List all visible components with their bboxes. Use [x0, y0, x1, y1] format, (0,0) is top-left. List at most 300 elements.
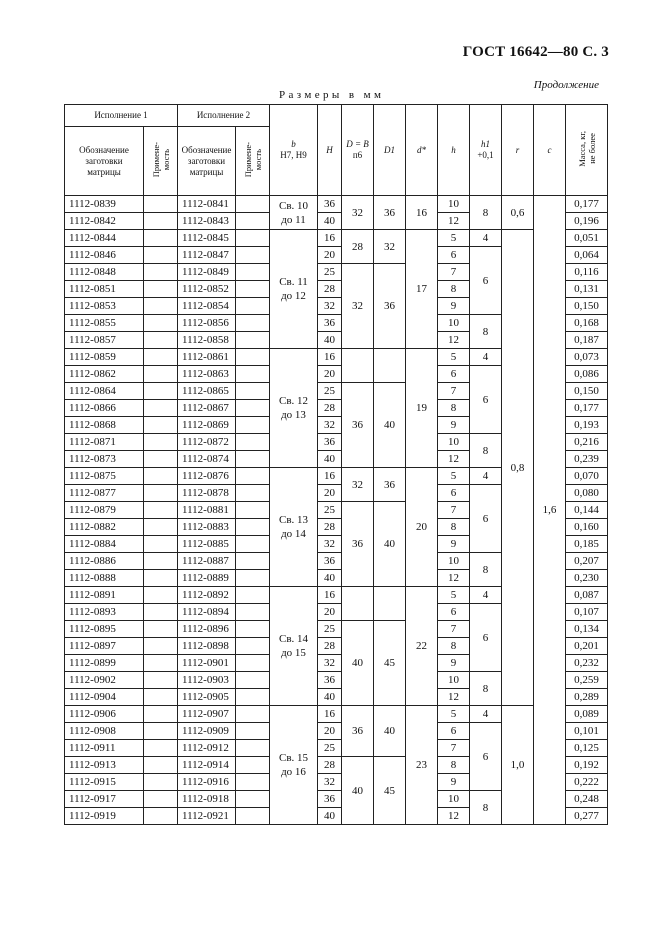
- cell-mass: 0,116: [566, 264, 608, 281]
- applicability-isp2: [236, 400, 270, 417]
- applicability-isp2: [236, 689, 270, 706]
- cell-c: 1,6: [534, 196, 566, 825]
- code-isp2: 1112-0907: [178, 706, 236, 723]
- code-isp2: 1112-0863: [178, 366, 236, 383]
- cell-mass: 0,277: [566, 808, 608, 825]
- applicability-isp1: [144, 519, 178, 536]
- cell-H: 36: [318, 553, 342, 570]
- table-row: [65, 230, 608, 247]
- cell-h: 9: [438, 655, 470, 672]
- cell-H: 32: [318, 774, 342, 791]
- code-isp1: 1112-0917: [65, 791, 144, 808]
- cell-r: 1,0: [502, 706, 534, 825]
- cell-D1: 36: [374, 196, 406, 230]
- applicability-isp1: [144, 417, 178, 434]
- applicability-isp2: [236, 723, 270, 740]
- code-isp1: 1112-0897: [65, 638, 144, 655]
- applicability-isp2: [236, 587, 270, 604]
- header-mass: [566, 105, 608, 196]
- code-isp2: 1112-0889: [178, 570, 236, 587]
- cell-h: 10: [438, 434, 470, 451]
- cell-h1: 8: [470, 196, 502, 230]
- code-isp1: 1112-0875: [65, 468, 144, 485]
- cell-H: 40: [318, 451, 342, 468]
- applicability-isp1: [144, 740, 178, 757]
- code-isp2: 1112-0876: [178, 468, 236, 485]
- applicability-isp2: [236, 213, 270, 230]
- cell-h: 9: [438, 774, 470, 791]
- header-isp2: Исполнение 2: [178, 105, 270, 127]
- applicability-isp1: [144, 791, 178, 808]
- cell-H: 36: [318, 196, 342, 213]
- cell-H: 32: [318, 536, 342, 553]
- cell-d: 20: [406, 468, 438, 587]
- cell-d: 17: [406, 230, 438, 349]
- cell-h: 8: [438, 638, 470, 655]
- code-isp2: 1112-0881: [178, 502, 236, 519]
- cell-h1: 6: [470, 247, 502, 315]
- cell-H: 28: [318, 281, 342, 298]
- code-isp2: 1112-0892: [178, 587, 236, 604]
- cell-mass: 0,239: [566, 451, 608, 468]
- cell-d: 22: [406, 587, 438, 706]
- cell-D: 36: [342, 706, 374, 757]
- cell-d: 16: [406, 196, 438, 230]
- applicability-isp1: [144, 723, 178, 740]
- cell-h: 7: [438, 383, 470, 400]
- header-c: c: [534, 105, 566, 196]
- applicability-isp2: [236, 485, 270, 502]
- cell-mass: 0,107: [566, 604, 608, 621]
- code-isp2: 1112-0912: [178, 740, 236, 757]
- cell-h: 12: [438, 332, 470, 349]
- cell-h1: 8: [470, 434, 502, 468]
- cell-h1: 6: [470, 366, 502, 434]
- cell-mass: 0,177: [566, 400, 608, 417]
- cell-h: 9: [438, 298, 470, 315]
- header-h1-tolerance: +0,1: [477, 150, 494, 160]
- cell-H: 28: [318, 757, 342, 774]
- applicability-isp1: [144, 757, 178, 774]
- cell-b: Св. 13 до 14: [270, 468, 318, 587]
- code-isp2: 1112-0878: [178, 485, 236, 502]
- code-isp1: 1112-0844: [65, 230, 144, 247]
- cell-H: 25: [318, 502, 342, 519]
- applicability-isp2: [236, 366, 270, 383]
- code-isp2: 1112-0905: [178, 689, 236, 706]
- cell-h: 7: [438, 621, 470, 638]
- cell-H: 36: [318, 791, 342, 808]
- cell-h1: 4: [470, 587, 502, 604]
- cell-D1: 36: [374, 468, 406, 502]
- code-isp2: 1112-0869: [178, 417, 236, 434]
- cell-H: 40: [318, 808, 342, 825]
- cell-mass: 0,193: [566, 417, 608, 434]
- cell-h: 6: [438, 723, 470, 740]
- cell-mass: 0,150: [566, 298, 608, 315]
- applicability-isp1: [144, 383, 178, 400]
- applicability-isp2: [236, 417, 270, 434]
- dimensions-table: [64, 104, 608, 825]
- code-isp1: 1112-0893: [65, 604, 144, 621]
- applicability-isp2: [236, 774, 270, 791]
- cell-H: 16: [318, 706, 342, 723]
- code-isp2: 1112-0843: [178, 213, 236, 230]
- cell-H: 25: [318, 621, 342, 638]
- header-oboz1: Обозначение заготовки матрицы: [65, 127, 144, 196]
- applicability-isp1: [144, 468, 178, 485]
- table-row: [65, 196, 608, 213]
- applicability-isp1: [144, 213, 178, 230]
- code-isp2: 1112-0847: [178, 247, 236, 264]
- applicability-isp2: [236, 536, 270, 553]
- cell-h: 7: [438, 502, 470, 519]
- cell-h: 5: [438, 706, 470, 723]
- cell-h1: 8: [470, 315, 502, 349]
- cell-mass: 0,089: [566, 706, 608, 723]
- applicability-isp1: [144, 774, 178, 791]
- cell-H: 16: [318, 230, 342, 247]
- header-d: d*: [406, 105, 438, 196]
- applicability-isp1: [144, 366, 178, 383]
- cell-h: 6: [438, 366, 470, 383]
- applicability-isp2: [236, 468, 270, 485]
- cell-mass: 0,289: [566, 689, 608, 706]
- header-isp1: Исполнение 1: [65, 105, 178, 127]
- table-body: [65, 196, 608, 825]
- cell-h: 12: [438, 570, 470, 587]
- cell-h: 7: [438, 264, 470, 281]
- header-D-symbol: D = B: [346, 139, 369, 149]
- cell-h: 10: [438, 553, 470, 570]
- cell-H: 40: [318, 689, 342, 706]
- cell-mass: 0,144: [566, 502, 608, 519]
- header-prim2: [236, 127, 270, 196]
- applicability-isp2: [236, 757, 270, 774]
- cell-h: 10: [438, 196, 470, 213]
- cell-D: [342, 587, 374, 621]
- cell-mass: 0,222: [566, 774, 608, 791]
- cell-mass: 0,064: [566, 247, 608, 264]
- cell-h: 10: [438, 315, 470, 332]
- applicability-isp2: [236, 706, 270, 723]
- applicability-isp1: [144, 706, 178, 723]
- cell-D: 40: [342, 621, 374, 706]
- code-isp1: 1112-0877: [65, 485, 144, 502]
- code-isp2: 1112-0883: [178, 519, 236, 536]
- code-isp1: 1112-0859: [65, 349, 144, 366]
- applicability-isp1: [144, 485, 178, 502]
- applicability-isp2: [236, 519, 270, 536]
- applicability-isp1: [144, 604, 178, 621]
- code-isp1: 1112-0839: [65, 196, 144, 213]
- cell-H: 36: [318, 434, 342, 451]
- continuation-label: Продолжение: [533, 79, 599, 91]
- code-isp1: 1112-0855: [65, 315, 144, 332]
- cell-mass: 0,207: [566, 553, 608, 570]
- applicability-isp1: [144, 434, 178, 451]
- cell-b: Св. 12 до 13: [270, 349, 318, 468]
- code-isp1: 1112-0879: [65, 502, 144, 519]
- cell-h: 5: [438, 230, 470, 247]
- applicability-isp2: [236, 553, 270, 570]
- cell-D1: 40: [374, 706, 406, 757]
- code-isp1: 1112-0915: [65, 774, 144, 791]
- cell-h: 8: [438, 757, 470, 774]
- applicability-isp1: [144, 315, 178, 332]
- applicability-isp2: [236, 604, 270, 621]
- cell-h1: 8: [470, 672, 502, 706]
- cell-h1: 4: [470, 468, 502, 485]
- applicability-isp2: [236, 196, 270, 213]
- code-isp1: 1112-0908: [65, 723, 144, 740]
- code-isp1: 1112-0853: [65, 298, 144, 315]
- cell-h: 10: [438, 791, 470, 808]
- cell-H: 20: [318, 604, 342, 621]
- applicability-isp1: [144, 587, 178, 604]
- header-D1: D1: [374, 105, 406, 196]
- code-isp1: 1112-0884: [65, 536, 144, 553]
- applicability-isp2: [236, 621, 270, 638]
- applicability-isp1: [144, 247, 178, 264]
- cell-mass: 0,131: [566, 281, 608, 298]
- cell-h: 8: [438, 400, 470, 417]
- code-isp1: 1112-0886: [65, 553, 144, 570]
- cell-H: 20: [318, 247, 342, 264]
- header-prim1-label: Примене- мость: [150, 141, 171, 178]
- cell-H: 40: [318, 213, 342, 230]
- header-D: [342, 105, 374, 196]
- code-isp1: 1112-0902: [65, 672, 144, 689]
- applicability-isp1: [144, 451, 178, 468]
- cell-mass: 0,134: [566, 621, 608, 638]
- cell-mass: 0,070: [566, 468, 608, 485]
- code-isp1: 1112-0846: [65, 247, 144, 264]
- cell-H: 40: [318, 332, 342, 349]
- code-isp1: 1112-0868: [65, 417, 144, 434]
- cell-h: 9: [438, 417, 470, 434]
- code-isp2: 1112-0916: [178, 774, 236, 791]
- applicability-isp1: [144, 230, 178, 247]
- header-h1: [470, 105, 502, 196]
- cell-mass: 0,196: [566, 213, 608, 230]
- code-isp2: 1112-0894: [178, 604, 236, 621]
- header-h: h: [438, 105, 470, 196]
- cell-mass: 0,168: [566, 315, 608, 332]
- header-b-tolerance: Н7, Н9: [280, 150, 307, 160]
- cell-h: 8: [438, 519, 470, 536]
- header-prim1: [144, 127, 178, 196]
- cell-H: 16: [318, 468, 342, 485]
- standard-title: ГОСТ 16642—80 С. 3: [462, 44, 609, 60]
- cell-H: 32: [318, 417, 342, 434]
- cell-D1: [374, 349, 406, 383]
- applicability-isp1: [144, 621, 178, 638]
- applicability-isp1: [144, 553, 178, 570]
- applicability-isp2: [236, 298, 270, 315]
- cell-H: 16: [318, 587, 342, 604]
- cell-d: 23: [406, 706, 438, 825]
- cell-H: 25: [318, 383, 342, 400]
- cell-h1: 4: [470, 349, 502, 366]
- code-isp1: 1112-0913: [65, 757, 144, 774]
- cell-h: 7: [438, 740, 470, 757]
- cell-H: 20: [318, 485, 342, 502]
- cell-D1: 40: [374, 502, 406, 587]
- cell-mass: 0,125: [566, 740, 608, 757]
- code-isp2: 1112-0841: [178, 196, 236, 213]
- applicability-isp2: [236, 349, 270, 366]
- code-isp1: 1112-0873: [65, 451, 144, 468]
- code-isp2: 1112-0854: [178, 298, 236, 315]
- cell-H: 16: [318, 349, 342, 366]
- code-isp2: 1112-0921: [178, 808, 236, 825]
- applicability-isp2: [236, 230, 270, 247]
- code-isp1: 1112-0911: [65, 740, 144, 757]
- cell-D1: 45: [374, 621, 406, 706]
- header-b-symbol: b: [291, 139, 296, 149]
- code-isp1: 1112-0842: [65, 213, 144, 230]
- cell-b: Св. 15 до 16: [270, 706, 318, 825]
- applicability-isp2: [236, 672, 270, 689]
- header-oboz2: Обозначение заготовки матрицы: [178, 127, 236, 196]
- cell-h: 12: [438, 451, 470, 468]
- cell-mass: 0,248: [566, 791, 608, 808]
- cell-b: Св. 14 до 15: [270, 587, 318, 706]
- cell-H: 20: [318, 366, 342, 383]
- applicability-isp1: [144, 332, 178, 349]
- cell-H: 32: [318, 298, 342, 315]
- cell-h: 12: [438, 808, 470, 825]
- cell-mass: 0,259: [566, 672, 608, 689]
- applicability-isp2: [236, 502, 270, 519]
- cell-mass: 0,150: [566, 383, 608, 400]
- applicability-isp1: [144, 264, 178, 281]
- code-isp1: 1112-0891: [65, 587, 144, 604]
- code-isp1: 1112-0919: [65, 808, 144, 825]
- code-isp2: 1112-0898: [178, 638, 236, 655]
- header-h1-symbol: h1: [481, 139, 490, 149]
- code-isp1: 1112-0864: [65, 383, 144, 400]
- applicability-isp1: [144, 638, 178, 655]
- applicability-isp1: [144, 655, 178, 672]
- cell-mass: 0,192: [566, 757, 608, 774]
- code-isp2: 1112-0845: [178, 230, 236, 247]
- cell-h1: 6: [470, 604, 502, 672]
- applicability-isp2: [236, 451, 270, 468]
- cell-mass: 0,101: [566, 723, 608, 740]
- code-isp1: 1112-0848: [65, 264, 144, 281]
- applicability-isp2: [236, 332, 270, 349]
- header-D-tolerance: п6: [352, 150, 363, 160]
- code-isp2: 1112-0861: [178, 349, 236, 366]
- code-isp2: 1112-0874: [178, 451, 236, 468]
- cell-D: 40: [342, 757, 374, 825]
- cell-mass: 0,073: [566, 349, 608, 366]
- cell-D: [342, 349, 374, 383]
- cell-D: 36: [342, 502, 374, 587]
- cell-h1: 6: [470, 485, 502, 553]
- cell-h1: 4: [470, 706, 502, 723]
- code-isp2: 1112-0901: [178, 655, 236, 672]
- cell-H: 20: [318, 723, 342, 740]
- applicability-isp2: [236, 655, 270, 672]
- cell-h1: 6: [470, 723, 502, 791]
- code-isp1: 1112-0882: [65, 519, 144, 536]
- applicability-isp1: [144, 400, 178, 417]
- cell-h1: 4: [470, 230, 502, 247]
- cell-D1: 45: [374, 757, 406, 825]
- applicability-isp1: [144, 281, 178, 298]
- code-isp1: 1112-0895: [65, 621, 144, 638]
- code-isp2: 1112-0865: [178, 383, 236, 400]
- applicability-isp1: [144, 502, 178, 519]
- applicability-isp1: [144, 349, 178, 366]
- cell-mass: 0,160: [566, 519, 608, 536]
- cell-mass: 0,087: [566, 587, 608, 604]
- cell-mass: 0,177: [566, 196, 608, 213]
- code-isp2: 1112-0852: [178, 281, 236, 298]
- applicability-isp2: [236, 247, 270, 264]
- code-isp1: 1112-0871: [65, 434, 144, 451]
- applicability-isp2: [236, 740, 270, 757]
- code-isp1: 1112-0888: [65, 570, 144, 587]
- applicability-isp1: [144, 672, 178, 689]
- cell-h: 9: [438, 536, 470, 553]
- code-isp1: 1112-0862: [65, 366, 144, 383]
- cell-H: 25: [318, 264, 342, 281]
- cell-mass: 0,230: [566, 570, 608, 587]
- cell-h: 6: [438, 485, 470, 502]
- cell-b: Св. 11 до 12: [270, 230, 318, 349]
- cell-D: 32: [342, 264, 374, 349]
- cell-mass: 0,201: [566, 638, 608, 655]
- cell-h: 8: [438, 281, 470, 298]
- code-isp2: 1112-0867: [178, 400, 236, 417]
- cell-h1: 8: [470, 553, 502, 587]
- header-H: Н: [318, 105, 342, 196]
- cell-mass: 0,232: [566, 655, 608, 672]
- cell-r: 0,6: [502, 196, 534, 230]
- units-label: Размеры в мм: [279, 89, 385, 101]
- cell-mass: 0,051: [566, 230, 608, 247]
- cell-D1: 32: [374, 230, 406, 264]
- code-isp2: 1112-0909: [178, 723, 236, 740]
- cell-H: 28: [318, 519, 342, 536]
- cell-D: 28: [342, 230, 374, 264]
- applicability-isp2: [236, 315, 270, 332]
- cell-b: Св. 10 до 11: [270, 196, 318, 230]
- code-isp1: 1112-0866: [65, 400, 144, 417]
- cell-mass: 0,187: [566, 332, 608, 349]
- code-isp2: 1112-0914: [178, 757, 236, 774]
- applicability-isp2: [236, 383, 270, 400]
- applicability-isp2: [236, 570, 270, 587]
- applicability-isp2: [236, 264, 270, 281]
- cell-H: 40: [318, 570, 342, 587]
- cell-h: 5: [438, 587, 470, 604]
- header-mass-label: Масса, кг, не более: [576, 130, 597, 167]
- code-isp2: 1112-0887: [178, 553, 236, 570]
- code-isp2: 1112-0885: [178, 536, 236, 553]
- cell-h: 12: [438, 689, 470, 706]
- code-isp1: 1112-0857: [65, 332, 144, 349]
- applicability-isp1: [144, 196, 178, 213]
- code-isp1: 1112-0906: [65, 706, 144, 723]
- applicability-isp1: [144, 536, 178, 553]
- applicability-isp2: [236, 434, 270, 451]
- header-b: [270, 105, 318, 196]
